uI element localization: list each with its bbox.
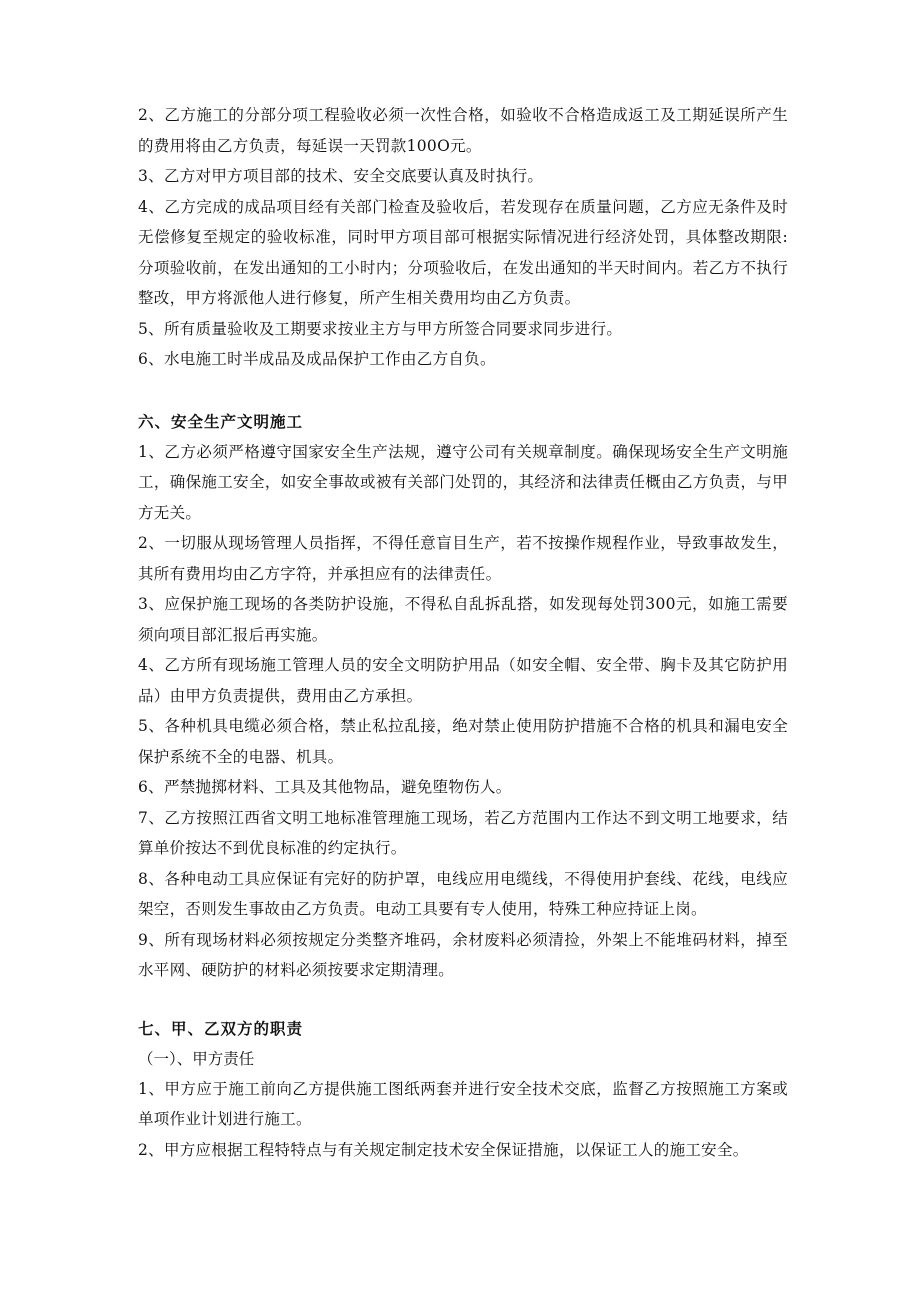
section6-item-2: 2、一切服从现场管理人员指挥，不得任意盲目生产，若不按操作规程作业，导致事故发生，其所有费用均由乙方字符，并承担应有的法律责任。: [138, 534, 788, 583]
section6-item-7: 7、乙方按照江西省文明工地标准管理施工现场，若乙方范围内工作达不到文明工地要求，结算单价按达不到优良标准的约定执行。: [138, 808, 788, 857]
section5-item-3: 3、乙方对甲方项目部的技术、安全交底要认真及时执行。: [138, 167, 544, 185]
section6-item-4: 4、乙方所有现场施工管理人员的安全文明防护用品（如安全帽、安全带、胸卡及其它防护用品）由甲方负责提供，费用由乙方承担。: [138, 656, 788, 705]
section5-item-5: 5、所有质量验收及工期要求按业主方与甲方所签合同要求同步进行。: [138, 319, 623, 338]
section7-subheading: （一）、甲方责任: [138, 1049, 255, 1068]
section6-item-8: 8、各种电动工具应保证有完好的防护罩，电线应用电缆线，不得使用护套线、花线，电线应架空，否则发生事故由乙方负责。电动工具要有专人使用，特殊工种应持证上岗。: [138, 869, 788, 918]
section6-item-1: 1、乙方必须严格遵守国家安全生产法规，遵守公司有关规章制度。确保现场安全生产文明施工，确保施工安全，如安全事故或被有关部门处罚的，其经济和法律责任概由乙方负责，与甲方无关。: [138, 442, 788, 522]
section6-item-9: 9、所有现场材料必须按规定分类整齐堆码，余材废料必须清捡，外架上不能堆码材料，掉至水平网、硬防护的材料必须按要求定期清理。: [138, 930, 788, 979]
section5-item-2: 2、乙方施工的分部分项工程验收必须一次性合格，如验收不合格造成返工及工期延误所产生的费用将由乙方负责，每延误一天罚款100O元。: [138, 106, 788, 155]
section5-item-6: 6、水电施工时半成品及成品保护工作由乙方自负。: [138, 350, 496, 368]
section6-item-5: 5、各种机具电缆必须合格，禁止私拉乱接，绝对禁止使用防护措施不合格的机具和漏电安全保护系统不全的电器、机具。: [138, 717, 788, 766]
section7-heading: 七、甲、乙双方的职责: [138, 1019, 304, 1038]
document-body: [138, 100, 788, 1165]
section7-item-2: 2、甲方应根据工程特特点与有关规定制定技术安全保证措施，以保证工人的施工安全。: [138, 1140, 749, 1159]
section7-item-1: 1、甲方应于施工前向乙方提供施工图纸两套并进行安全技术交底，监督乙方按照施工方案或单项作业计划进行施工。: [138, 1079, 788, 1128]
section6-item-6: 6、严禁抛掷材料、工具及其他物品，避免堕物伤人。: [138, 778, 512, 796]
section5-item-4: 4、乙方完成的成品项目经有关部门检查及验收后，若发现存在质量问题，乙方应无条件及时无偿修复至规定的验收标准，同时甲方项目部可根据实际情况进行经济处罚，具体整改期限:分项验收前，在发出通知的工小时内；分项验收后，在发出通知的半天时间内。若乙方不执行整改，甲方将派他人进行修复，所产生相关费用均由乙方负责。: [138, 197, 788, 307]
section6-heading: 六、安全生产文明施工: [138, 412, 304, 431]
section6-item-3: 3、应保护施工现场的各类防护设施，不得私自乱拆乱搭，如发现每处罚300元，如施工需要须向项目部汇报后再实施。: [138, 595, 788, 644]
